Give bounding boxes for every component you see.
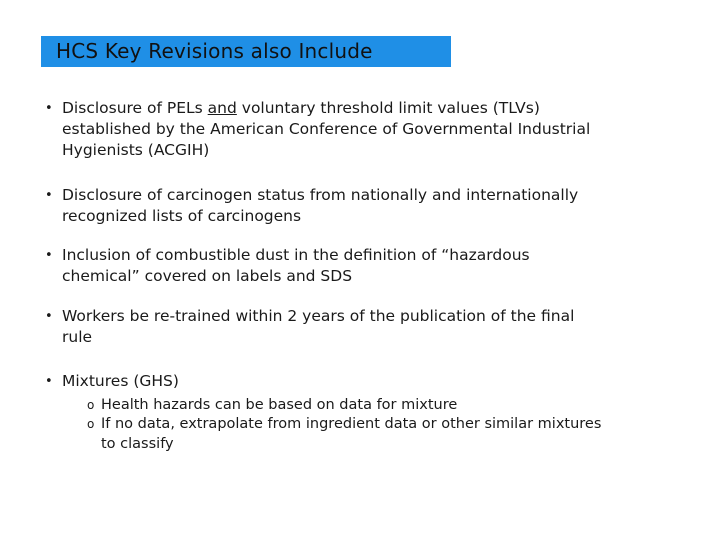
bullet-text <box>62 185 685 227</box>
sub-bullet-extrapolate <box>87 415 687 454</box>
bullet-retraining <box>45 306 685 348</box>
bullet-marker: • <box>45 374 53 389</box>
bullet-text <box>62 98 685 161</box>
bullet-line: Workers be re-trained within 2 years of the publication of the final <box>62 307 575 325</box>
bullet-marker: • <box>45 248 53 263</box>
bullet-combustible-dust <box>45 245 685 287</box>
bullet-line: chemical” covered on labels and SDS <box>62 267 353 285</box>
bullet-line: rule <box>62 328 93 346</box>
sub-bullet-line: Health hazards can be based on data for mixture <box>101 397 458 413</box>
bullet-marker: • <box>45 309 53 324</box>
bullet-text <box>62 306 685 348</box>
sub-bullet-health-hazards <box>87 396 687 416</box>
sub-bullet-line: to classify <box>101 435 174 452</box>
sub-bullet-marker: o <box>87 398 95 412</box>
bullet-mixtures <box>45 371 685 392</box>
bullet-pels-tlvs <box>45 98 685 161</box>
slide-title: HCS Key Revisions also Include <box>41 36 451 67</box>
bullet-line: established by the American Conference of Governmental Industrial <box>62 120 591 138</box>
bullet-marker: • <box>45 101 53 116</box>
sub-bullet-text <box>101 396 687 416</box>
bullet-marker: • <box>45 188 53 203</box>
bullet-line: recognized lists of carcinogens <box>62 207 302 225</box>
bullet-line: Disclosure of PELs and voluntary threshold limit values (TLVs) <box>62 99 540 117</box>
sub-bullet-text <box>101 415 687 454</box>
bullet-line: Mixtures (GHS) <box>62 372 179 390</box>
bullet-carcinogen <box>45 185 685 227</box>
bullet-line: Inclusion of combustible dust in the definition of “hazardous <box>62 246 530 264</box>
bullet-line: Disclosure of carcinogen status from nationally and internationally <box>62 186 579 204</box>
bullet-line: Hygienists (ACGIH) <box>62 141 210 159</box>
sub-bullet-marker: o <box>87 417 95 431</box>
bullet-text <box>62 371 685 392</box>
sub-bullet-line: If no data, extrapolate from ingredient data or other similar mixtures <box>101 416 602 432</box>
underlined-and: and <box>207 99 237 117</box>
bullet-text <box>62 245 685 287</box>
